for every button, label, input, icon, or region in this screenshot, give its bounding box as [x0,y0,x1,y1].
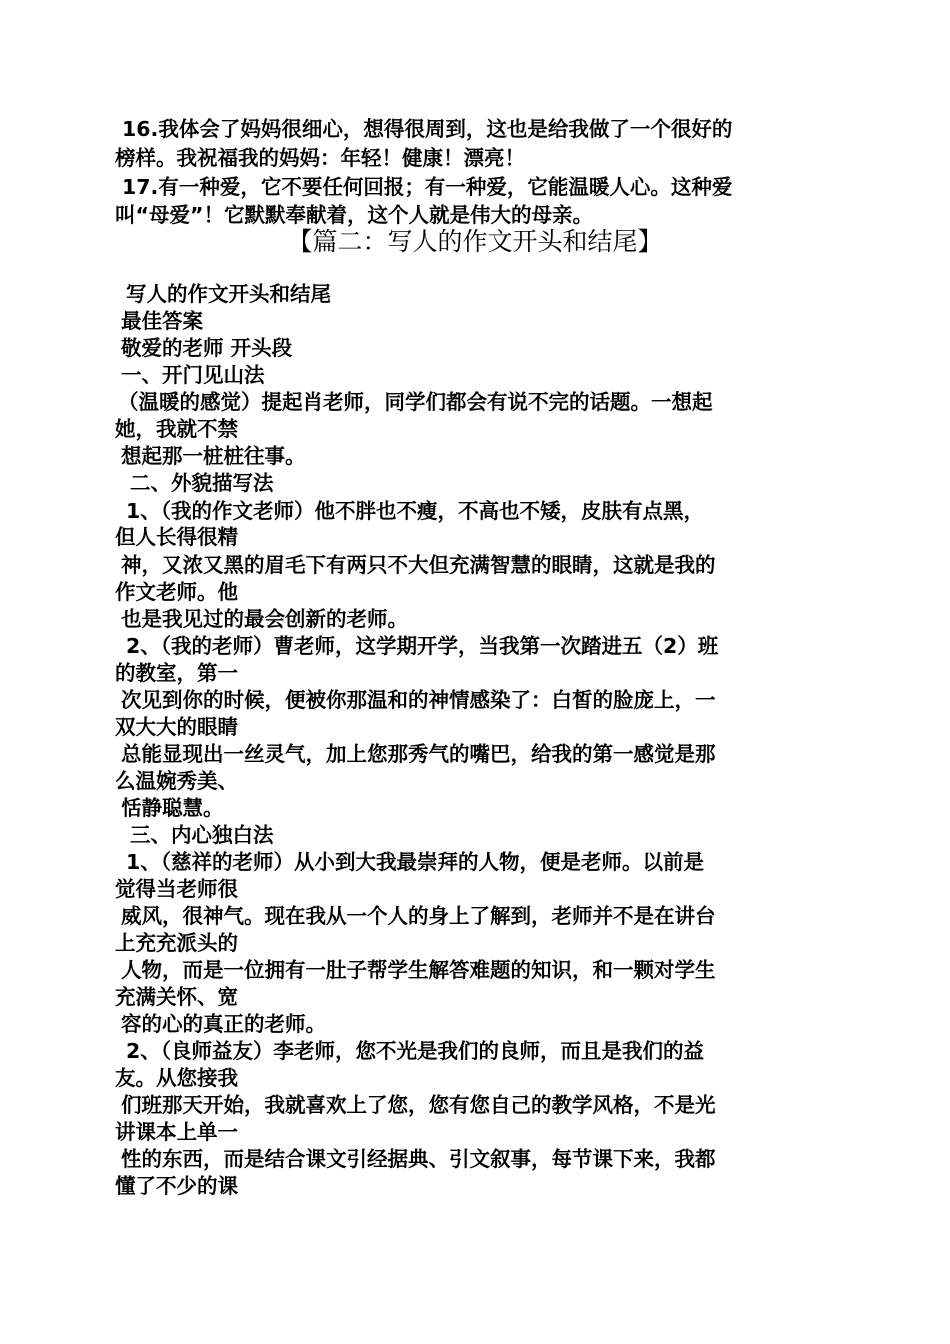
body-line: 敬爱的老师 开头段 [121,336,293,360]
intro-line: 16.我体会了妈妈很细心，想得很周到，这也是给我做了一个很好的 [122,117,733,141]
body-line: （温暖的感觉）提起肖老师，同学们都会有说不完的话题。一想起 [118,390,713,414]
body-line: 1、（慈祥的老师）从小到大我最崇拜的人物，便是老师。以前是 [126,850,705,874]
body-line: 三、内心独白法 [130,823,274,847]
body-line: 人物，而是一位拥有一肚子帮学生解答难题的知识，和一颗对学生 [121,958,716,982]
body-line: 们班那天开始，我就喜欢上了您，您有您自己的教学风格，不是光 [121,1093,716,1117]
body-line: 的教室，第一 [115,661,238,685]
body-line: 一、开门见山法 [121,363,265,387]
body-line: 容的心的真正的老师。 [121,1012,326,1036]
body-line: 威风，很神气。现在我从一个人的身上了解到，老师并不是在讲台 [121,904,716,928]
body-line: 写人的作文开头和结尾 [126,282,331,306]
body-line: 2、（我的老师）曹老师，这学期开学，当我第一次踏进五（2）班 [126,634,719,658]
body-line: 次见到你的时候，便被你那温和的神情感染了：白皙的脸庞上，一 [121,688,716,712]
body-line: 上充充派头的 [115,931,238,955]
body-line: 友。从您接我 [115,1066,238,1090]
body-line: 恬静聪慧。 [121,796,224,820]
body-line: 作文老师。他 [115,580,238,604]
body-line: 懂了不少的课 [115,1174,238,1198]
body-line: 双大大的眼睛 [115,715,238,739]
body-line: 么温婉秀美、 [115,769,238,793]
body-line: 也是我见过的最会创新的老师。 [121,607,408,631]
intro-line: 17.有一种爱，它不要任何回报；有一种爱，它能温暖人心。这种爱 [122,175,733,199]
intro-line: 榜样。我祝福我的妈妈：年轻！健康！漂亮！ [115,146,525,170]
body-line: 觉得当老师很 [115,877,238,901]
body-line: 讲课本上单一 [115,1120,238,1144]
section-title: 【篇二：写人的作文开头和结尾】 [287,227,663,256]
intro-line: 叫“母爱”！它默默奉献着，这个人就是伟大的母亲。 [115,203,593,227]
body-line: 1、（我的作文老师）他不胖也不瘦，不高也不矮，皮肤有点黑， [126,499,705,523]
body-line: 最佳答案 [121,309,203,333]
body-line: 2、（良师益友）李老师，您不光是我们的良师，而且是我们的益 [126,1039,705,1063]
body-line: 二、外貌描写法 [130,471,274,495]
body-line: 总能显现出一丝灵气，加上您那秀气的嘴巴，给我的第一感觉是那 [121,742,716,766]
body-line: 想起那一桩桩往事。 [121,444,306,468]
body-line: 神，又浓又黑的眉毛下有两只不大但充满智慧的眼睛，这就是我的 [121,553,716,577]
body-line: 但人长得很精 [115,525,238,549]
body-line: 充满关怀、宽 [115,985,238,1009]
body-line: 性的东西，而是结合课文引经据典、引文叙事，每节课下来，我都 [121,1147,716,1171]
body-line: 她，我就不禁 [115,417,238,441]
